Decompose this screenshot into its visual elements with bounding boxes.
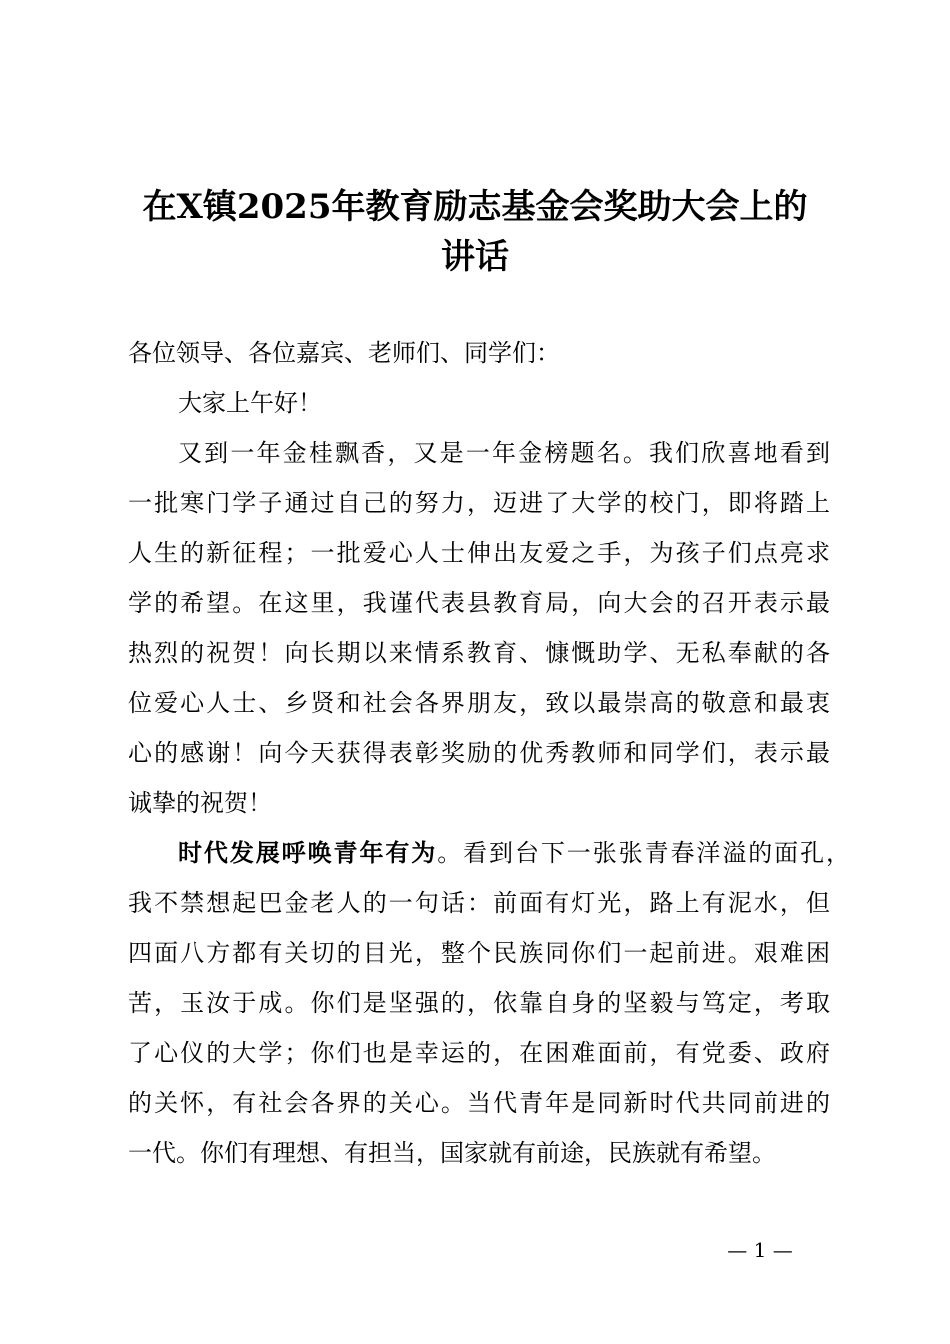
paragraph-line: 热烈的祝贺！向长期以来情系教育、慷慨助学、无私奉献的各	[128, 639, 830, 667]
paragraph-line: 的关怀，有社会各界的关心。当代青年是同新时代共同前进的	[128, 1089, 830, 1117]
document-title-line-2: 讲话	[441, 237, 509, 277]
paragraph-line: 一批寒门学子通过自己的努力，迈进了大学的校门，即将踏上	[128, 489, 830, 517]
paragraph-line: 人生的新征程；一批爱心人士伸出友爱之手，为孩子们点亮求	[128, 539, 830, 567]
paragraph-line: 学的希望。在这里，我谨代表县教育局，向大会的召开表示最	[128, 589, 830, 617]
paragraph-line: 诚挚的祝贺！	[128, 789, 272, 817]
salutation: 各位领导、各位嘉宾、老师们、同学们：	[128, 339, 560, 367]
paragraph-line: 苦，玉汝于成。你们是坚强的，依靠自身的坚毅与笃定，考取	[128, 989, 830, 1017]
paragraph-line: 位爱心人士、乡贤和社会各界朋友，致以最崇高的敬意和最衷	[128, 689, 830, 717]
paragraph-line: 又到一年金桂飘香，又是一年金榜题名。我们欣喜地看到	[178, 439, 830, 467]
paragraph-line: 一代。你们有理想、有担当，国家就有前途，民族就有希望。	[128, 1139, 776, 1167]
document-body	[128, 328, 851, 1178]
paragraph-heading: 时代发展呼唤青年有为	[178, 839, 438, 867]
paragraph-line: 心的感谢！向今天获得表彰奖励的优秀教师和同学们，表示最	[128, 739, 830, 767]
paragraph-line: 大家上午好！	[178, 389, 322, 417]
document-title-line-1: 在X镇2025年教育励志基金会奖助大会上的	[142, 187, 808, 227]
paragraph-line: 四面八方都有关切的目光，整个民族同你们一起前进。艰难困	[128, 939, 830, 967]
paragraph-text: 。看到台下一张张青春洋溢的面孔，	[437, 839, 851, 867]
paragraph-line: 了心仪的大学；你们也是幸运的，在困难面前，有党委、政府	[128, 1039, 830, 1067]
page-number: — 1 —	[727, 1238, 793, 1262]
paragraph-line: 我不禁想起巴金老人的一句话：前面有灯光，路上有泥水，但	[128, 889, 830, 917]
paragraph-line	[128, 828, 850, 878]
